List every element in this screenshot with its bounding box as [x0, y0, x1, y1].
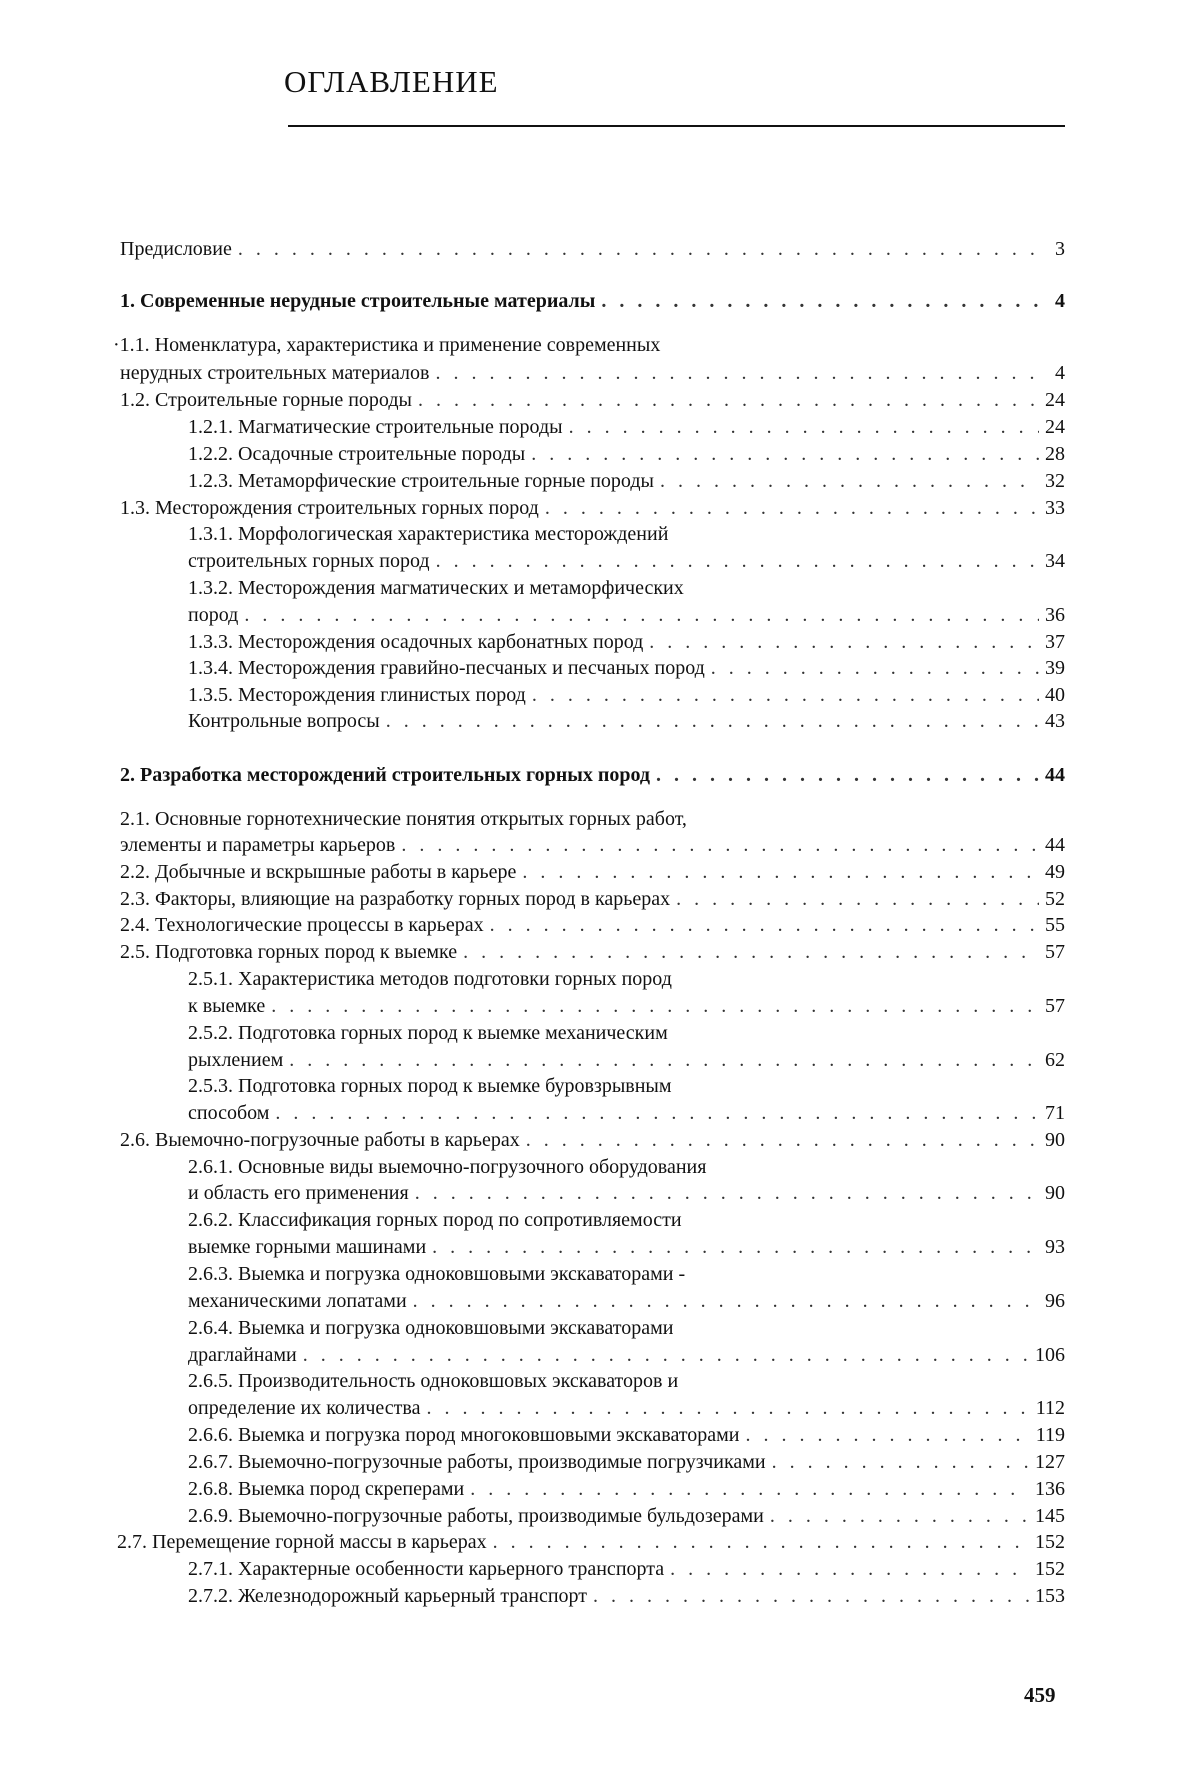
toc-page-number: 152: [1035, 1558, 1065, 1580]
toc-entry-title: 2.4. Технологические процессы в карьерах: [120, 914, 484, 936]
dot-leader: [660, 468, 1039, 495]
toc-entry-2-4[interactable]: [120, 912, 1065, 939]
dot-leader: [303, 1342, 1029, 1369]
toc-entry-title: Предисловие: [120, 238, 232, 260]
toc-entry-2-6-1[interactable]: [188, 1180, 1065, 1207]
dot-leader: [415, 1180, 1039, 1207]
toc-entry-title: 1.2. Строительные горные породы: [120, 389, 412, 411]
toc-entry-1-2[interactable]: [120, 387, 1065, 414]
toc-page-number: 49: [1045, 861, 1065, 883]
toc-entry-title: способом: [188, 1102, 270, 1124]
toc-entry-1-3-4[interactable]: [188, 655, 1065, 682]
toc-entry-title: 2.3. Факторы, влияющие на разработку горных пород в карьерах: [120, 888, 671, 910]
toc-entry-1-3[interactable]: [120, 495, 1065, 522]
toc-entry-title: 2.6.7. Выемочно-погрузочные работы, производимые погрузчиками: [188, 1451, 766, 1473]
toc-entry-2-6-9[interactable]: [188, 1503, 1065, 1530]
toc-entry-2-3[interactable]: [120, 886, 1065, 913]
toc-page-number: 40: [1045, 684, 1065, 706]
dot-leader: [772, 1449, 1029, 1476]
toc-entry-title: определение их количества: [188, 1397, 421, 1419]
toc-entry-1-3-2[interactable]: [188, 602, 1065, 629]
dot-leader: [418, 387, 1039, 414]
toc-page-number: 152: [1035, 1531, 1065, 1553]
toc-entry-1-2-2[interactable]: [188, 441, 1065, 468]
toc-entry-2-6-3-line1[interactable]: 2.6.3. Выемка и погрузка одноковшовыми экскаваторами -: [188, 1263, 686, 1285]
toc-page-number: 39: [1045, 657, 1065, 679]
toc-entry-title: 1.3.4. Месторождения гравийно-песчаных и песчаных пород: [188, 657, 705, 679]
toc-entry-2-6-2[interactable]: [188, 1234, 1065, 1261]
toc-page-number: 28: [1045, 443, 1065, 465]
toc-entry-title: 2.6.6. Выемка и погрузка пород многоковшовыми экскаваторами: [188, 1424, 740, 1446]
toc-chapter-1[interactable]: [120, 288, 1065, 315]
toc-entry-2-6-1-line1[interactable]: 2.6.1. Основные виды выемочно-погрузочного оборудования: [188, 1156, 707, 1178]
toc-page-number: 96: [1045, 1290, 1065, 1312]
toc-entry-1-3-1[interactable]: [188, 548, 1065, 575]
toc-entry-2-6-3[interactable]: [188, 1288, 1065, 1315]
toc-entry-title: 2.7.2. Железнодорожный карьерный транспорт: [188, 1585, 588, 1607]
toc-entry-title: 2.6. Выемочно-погрузочные работы в карьерах: [120, 1129, 520, 1151]
dot-leader: [289, 1047, 1039, 1074]
dot-leader: [522, 859, 1039, 886]
toc-entry-title: 2.5. Подготовка горных пород к выемке: [120, 941, 458, 963]
toc-entry-title: строительных горных пород: [188, 550, 430, 572]
dot-leader: [426, 1395, 1029, 1422]
dot-leader: [656, 762, 1039, 789]
dot-leader: [275, 1100, 1039, 1127]
dot-leader: [238, 236, 1041, 263]
toc-entry-questions-1[interactable]: [188, 708, 1065, 735]
page-title: ОГЛАВЛЕНИЕ: [284, 64, 499, 99]
toc-entry-title: рыхлением: [188, 1049, 284, 1071]
toc-page-number: 24: [1045, 416, 1065, 438]
toc-entry-2-6-4[interactable]: [188, 1342, 1065, 1369]
toc-entry-2-6-4-line1[interactable]: 2.6.4. Выемка и погрузка одноковшовыми экскаваторами: [188, 1317, 674, 1339]
dot-leader: [649, 629, 1039, 656]
toc-page-number: 90: [1045, 1182, 1065, 1204]
toc-entry-2-5-2[interactable]: [188, 1047, 1065, 1074]
dot-leader: [386, 708, 1039, 735]
toc-entry-title: 2.6.9. Выемочно-погрузочные работы, производимые бульдозерами: [188, 1505, 764, 1527]
dot-leader: [676, 886, 1039, 913]
toc-page-number: 71: [1045, 1102, 1065, 1124]
toc-entry-title: выемке горными машинами: [188, 1236, 427, 1258]
toc-page-number: 33: [1045, 497, 1065, 519]
toc-entry-1-3-1-line1[interactable]: 1.3.1. Морфологическая характеристика месторождений: [188, 523, 669, 545]
toc-page-number: 44: [1045, 764, 1065, 786]
page-number: 459: [1024, 1683, 1056, 1707]
dot-leader: [432, 1234, 1039, 1261]
toc-page-number: 119: [1035, 1424, 1065, 1446]
toc-page-number: 136: [1035, 1478, 1065, 1500]
toc-page-number: 62: [1045, 1049, 1065, 1071]
toc-entry-2-5-3-line1[interactable]: 2.5.3. Подготовка горных пород к выемке буровзрывным: [188, 1075, 672, 1097]
dot-leader: [436, 548, 1039, 575]
toc-entry-title: 1.3.3. Месторождения осадочных карбонатных пород: [188, 631, 644, 653]
toc-entry-2-5-1[interactable]: [188, 993, 1065, 1020]
toc-entry-2-5-1-line1[interactable]: 2.5.1. Характеристика методов подготовки горных пород: [188, 968, 672, 990]
dot-leader: [532, 682, 1039, 709]
toc-entry-1-3-3[interactable]: [188, 629, 1065, 656]
toc-page-number: 37: [1045, 631, 1065, 653]
toc-entry-title: 2.2. Добычные и вскрышные работы в карьере: [120, 861, 517, 883]
toc-entry-1-1-line1[interactable]: ·1.1. Номенклатура, характеристика и применение современных: [113, 334, 661, 356]
toc-page-number: 127: [1035, 1451, 1065, 1473]
toc-entry-title: 1.2.1. Магматические строительные породы: [188, 416, 563, 438]
toc-entry-2-1[interactable]: [120, 832, 1065, 859]
toc-entry-title: Контрольные вопросы: [188, 710, 380, 732]
toc-page-number: 36: [1045, 604, 1065, 626]
toc-entry-2-6-5[interactable]: [188, 1395, 1065, 1422]
toc-entry-1-2-3[interactable]: [188, 468, 1065, 495]
toc-entry-title: и область его применения: [188, 1182, 409, 1204]
toc-entry-1-2-1[interactable]: [188, 414, 1065, 441]
toc-entry-2-6-7[interactable]: [188, 1449, 1065, 1476]
toc-page-number: 52: [1045, 888, 1065, 910]
toc-page-number: 106: [1035, 1344, 1065, 1366]
toc-entry-2-6-2-line1[interactable]: 2.6.2. Классификация горных пород по сопротивляемости: [188, 1209, 682, 1231]
toc-entry-title: 1.2.3. Метаморфические строительные горные породы: [188, 470, 654, 492]
toc-entry-title: драглайнами: [188, 1344, 297, 1366]
dot-leader: [413, 1288, 1039, 1315]
toc-page-number: 55: [1045, 914, 1065, 936]
toc-entry-1-3-2-line1[interactable]: 1.3.2. Месторождения магматических и метаморфических: [188, 577, 684, 599]
toc-page-number: 34: [1045, 550, 1065, 572]
toc-entry-2-5-2-line1[interactable]: 2.5.2. Подготовка горных пород к выемке механическим: [188, 1022, 668, 1044]
toc-entry-2-5-3[interactable]: [188, 1100, 1065, 1127]
dot-leader: [493, 1529, 1029, 1556]
dot-leader: [401, 832, 1039, 859]
toc-entry-2-6-5-line1[interactable]: 2.6.5. Производительность одноковшовых экскаваторов и: [188, 1370, 679, 1392]
toc-page-number: 93: [1045, 1236, 1065, 1258]
dot-leader: [490, 912, 1039, 939]
toc-entry-title: 2.7.1. Характерные особенности карьерного транспорта: [188, 1558, 665, 1580]
toc-entry-title: 1.3.5. Месторождения глинистых пород: [188, 684, 526, 706]
dot-leader: [746, 1422, 1030, 1449]
dot-leader: [770, 1503, 1029, 1530]
toc-entry-title: 1. Современные нерудные строительные материалы: [120, 290, 596, 312]
toc-page-number: 112: [1035, 1397, 1065, 1419]
toc-entry-1-3-5[interactable]: [188, 682, 1065, 709]
toc-page-number: 145: [1035, 1505, 1065, 1527]
dot-leader: [244, 602, 1039, 629]
dot-leader: [271, 993, 1039, 1020]
toc-entry-2-6-8[interactable]: [188, 1476, 1065, 1503]
dot-leader: [463, 939, 1039, 966]
toc-entry-2-6-6[interactable]: [188, 1422, 1065, 1449]
toc-entry-2-5[interactable]: [120, 939, 1065, 966]
toc-page-number: 4: [1055, 362, 1065, 384]
toc-entry-2-7[interactable]: [117, 1529, 1065, 1556]
toc-entry-2-7-2[interactable]: [188, 1583, 1065, 1610]
toc-page-number: 43: [1045, 710, 1065, 732]
toc-entry-title: 2.6.8. Выемка пород скреперами: [188, 1478, 465, 1500]
toc-entry-title: нерудных строительных материалов: [120, 362, 430, 384]
dot-leader: [711, 655, 1039, 682]
toc-entry-title: механическими лопатами: [188, 1290, 407, 1312]
dot-leader: [601, 288, 1041, 315]
toc-entry-title: пород: [188, 604, 239, 626]
dot-leader: [531, 441, 1039, 468]
toc-entry-title: 1.3. Месторождения строительных горных пород: [120, 497, 539, 519]
toc-page-number: 44: [1045, 834, 1065, 856]
toc-entry-2-1-line1[interactable]: 2.1. Основные горнотехнические понятия открытых горных работ,: [120, 808, 687, 830]
dot-leader: [435, 360, 1041, 387]
toc-entry-2-7-1[interactable]: [188, 1556, 1065, 1583]
toc-entry-2-6[interactable]: [120, 1127, 1065, 1154]
toc-entry-title: 1.2.2. Осадочные строительные породы: [188, 443, 526, 465]
toc-entry-title: элементы и параметры карьеров: [120, 834, 396, 856]
toc-entry-title: 2. Разработка месторождений строительных горных пород: [120, 764, 651, 786]
toc-entry-title: 2.7. Перемещение горной массы в карьерах: [117, 1531, 487, 1553]
toc-page-number: 57: [1045, 941, 1065, 963]
toc-page-number: 4: [1055, 290, 1065, 312]
dot-leader: [526, 1127, 1039, 1154]
dot-leader: [593, 1583, 1029, 1610]
toc-entry-2-2[interactable]: [120, 859, 1065, 886]
dot-leader: [569, 414, 1039, 441]
toc-page-number: 90: [1045, 1129, 1065, 1151]
toc-entry-title: к выемке: [188, 995, 266, 1017]
dot-leader: [670, 1556, 1029, 1583]
dot-leader: [470, 1476, 1029, 1503]
toc-page-number: 3: [1055, 238, 1065, 260]
toc-entry-1-1[interactable]: [120, 360, 1065, 387]
toc-entry-preface[interactable]: [120, 236, 1065, 263]
toc-page-number: 153: [1035, 1585, 1065, 1607]
toc-page-number: 24: [1045, 389, 1065, 411]
toc-page-number: 32: [1045, 470, 1065, 492]
toc-chapter-2[interactable]: [120, 762, 1065, 789]
dot-leader: [545, 495, 1039, 522]
toc-page-number: 57: [1045, 995, 1065, 1017]
